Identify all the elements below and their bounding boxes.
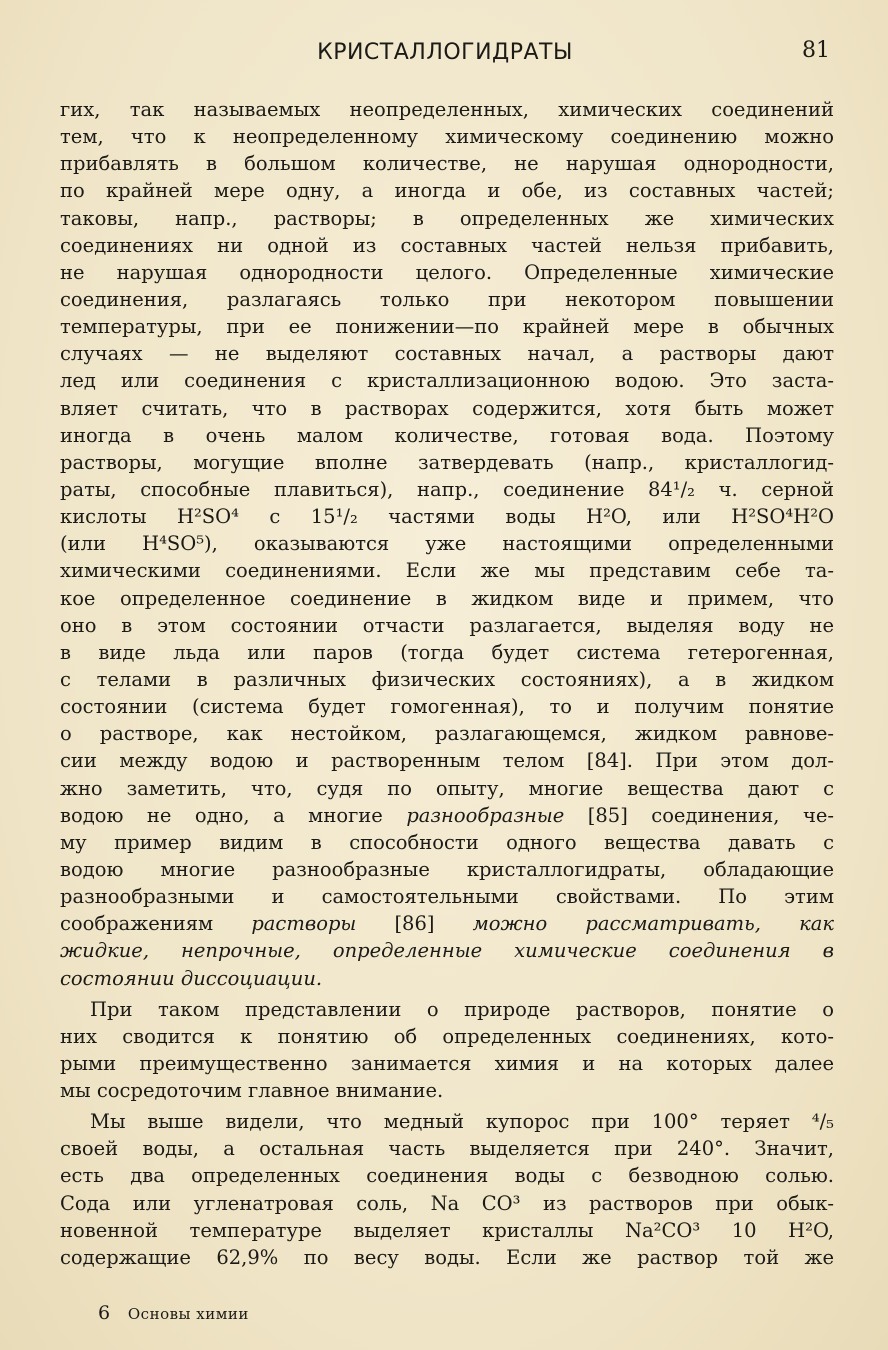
text-line: кое определенное соединение в жидком виде и примем, что [60, 586, 834, 610]
text-line: соединениях ни одной из составных частей нельзя прибавить, [60, 233, 834, 257]
text-line: есть два определенных соединения воды с безводною солью. [60, 1164, 834, 1188]
text-line: гих, так называемых неопределенных, химических соединений [60, 98, 834, 121]
page-header [60, 36, 830, 76]
text-line: (или H⁴SO⁵), оказываются уже настоящими определенными [60, 532, 834, 556]
text-line: иногда в очень малом количестве, готовая вода. Поэтому [60, 423, 834, 447]
page-footer [98, 1302, 249, 1324]
text-line: разнообразными и самостоятельными свойствами. По этим [60, 885, 834, 909]
italic-term: разнообразные [406, 803, 565, 827]
text-line: водою многие разнообразные кристаллогидраты, обладающие [60, 857, 834, 881]
text-line [60, 937, 834, 964]
signature-number: 6 [98, 1302, 111, 1324]
text-line: новенной температуре выделяет кристаллы Na²CO³ 10 H²O, [60, 1218, 834, 1242]
page-number: 81 [802, 38, 830, 63]
text-run: соображениям [60, 912, 252, 936]
text-line: таковы, напр., растворы; в определенных же химических [60, 206, 834, 230]
text-run: [86] [356, 912, 473, 936]
text-run: водою не одно, а многие [60, 803, 407, 827]
text-line: сии между водою и растворенным телом [84]. При этом дол- [60, 749, 834, 773]
text-line [60, 802, 834, 829]
page-body [60, 96, 834, 1271]
text-line [60, 910, 834, 937]
text-line: не нарушая однородности целого. Определенные химические [60, 260, 834, 284]
italic-term: растворы [251, 912, 357, 936]
running-title: КРИСТАЛЛОГИДРАТЫ [317, 40, 573, 65]
text-line: мы сосредоточим главное внимание. [60, 1079, 444, 1103]
text-line: Мы выше видели, что медный купорос при 100° теряет ⁴/₅ [90, 1110, 834, 1134]
text-line: химическими соединениями. Если же мы представим себе та- [60, 559, 834, 583]
text-line: раты, способные плавиться), напр., соединение 84¹/₂ ч. серной [60, 477, 834, 501]
italic-statement: состоянии диссоциации. [60, 966, 323, 990]
signature-title: Основы химии [127, 1305, 249, 1323]
text-line: жно заметить, что, судя по опыту, многие вещества дают с [60, 776, 834, 800]
text-line: своей воды, а остальная часть выделяется при 240°. Значит, [60, 1137, 834, 1161]
text-line: содержащие 62,9% по весу воды. Если же раствор той же [60, 1245, 834, 1269]
text-line [60, 965, 834, 992]
text-line: лед или соединения с кристаллизационною водою. Это заста- [60, 369, 834, 393]
text-line: температуры, при ее понижении—по крайней мере в обычных [60, 315, 834, 339]
text-line: Сода или угленатровая соль, Na CO³ из растворов при обык- [60, 1191, 834, 1215]
text-line: растворы, могущие вполне затвердевать (напр., кристаллогид- [60, 450, 834, 474]
text-line: вляет считать, что в растворах содержится, хотя быть может [60, 396, 834, 420]
text-line: в виде льда или паров (тогда будет система гетерогенная, [60, 640, 834, 664]
italic-statement: жидкие, непрочные, определенные химические соединения в [60, 939, 834, 963]
text-line: них сводится к понятию об определенных соединениях, кото- [60, 1024, 834, 1048]
text-line: с телами в различных физических состояниях), а в жидком [60, 667, 834, 691]
text-line: прибавлять в большом количестве, не нарушая однородности, [60, 152, 834, 176]
text-line: состоянии (система будет гомогенная), то и получим понятие [60, 695, 834, 719]
text-line: оно в этом состоянии отчасти разлагается, выделяя воду не [60, 613, 834, 637]
text-run: [85] соединения, че- [564, 803, 834, 827]
text-line: по крайней мере одну, а иногда и обе, из составных частей; [60, 179, 834, 203]
text-line: соединения, разлагаясь только при некотором повышении [60, 287, 834, 311]
text-line: рыми преимущественно занимается химия и на которых далее [60, 1051, 834, 1075]
text-line: о растворе, как нестойком, разлагающемся, жидком равнове- [60, 722, 834, 746]
italic-statement: можно рассматривать, как [472, 912, 834, 936]
text-line: тем, что к неопределенному химическому соединению можно [60, 125, 834, 149]
text-line: му пример видим в способности одного вещества давать с [60, 830, 834, 854]
text-line: случаях — не выделяют составных начал, а растворы дают [60, 342, 834, 366]
text-line: При таком представлении о природе растворов, понятие о [90, 997, 834, 1021]
text-line: кислоты H²SO⁴ с 15¹/₂ частями воды H²O, или H²SO⁴H²O [60, 505, 834, 529]
